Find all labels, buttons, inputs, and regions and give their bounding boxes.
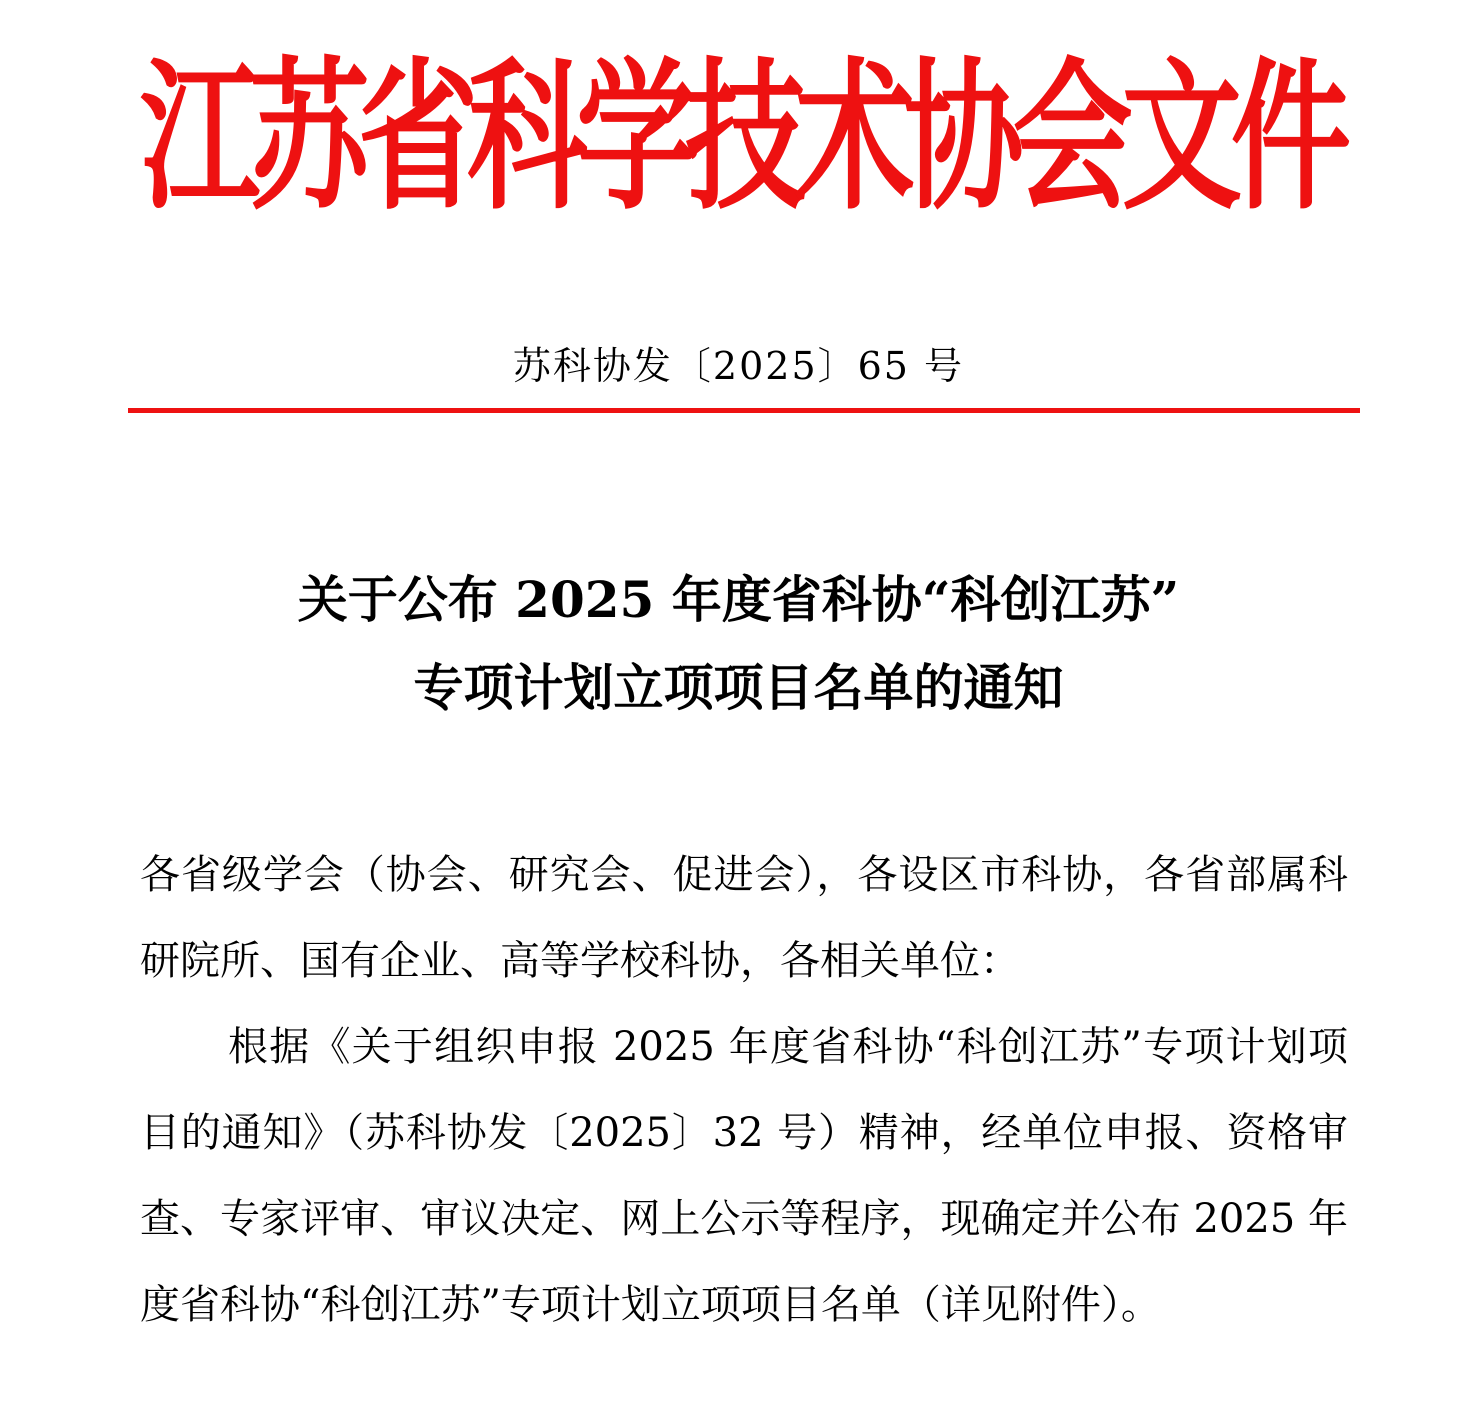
- header-char: 会: [1012, 42, 1133, 233]
- notice-title: [0, 556, 1477, 732]
- body-paragraph: 根据《关于组织申报 2025 年度省科协“科创江苏”专项计划项目的通知》（苏科协发〔2025〕32 号）精神，经单位申报、资格审查、专家评审、审议决定、网上公示等程序，现确定并公布 2025 年度省科协“科创江苏”专项计划立项项目名单（详见附件）。: [140, 1024, 1348, 1328]
- notice-title-line-1: 关于公布 2025 年度省科协“科创江苏”: [297, 570, 1180, 629]
- notice-title-line-2: 专项计划立项项目名单的通知: [413, 658, 1064, 717]
- header-char: 件: [1230, 42, 1351, 233]
- header-char: 苏: [249, 42, 370, 233]
- document-header-title: [140, 42, 1351, 233]
- document-body: [140, 832, 1348, 1348]
- document-number: 苏科协发〔2025〕65 号: [512, 344, 965, 388]
- header-char: 文: [1121, 42, 1242, 233]
- salutation: 各省级学会（协会、研究会、促进会），各设区市科协，各省部属科研院所、国有企业、高等学校科协，各相关单位：: [140, 852, 1348, 984]
- header-char: 技: [685, 42, 806, 233]
- header-char: 江: [140, 42, 260, 233]
- header-char: 术: [794, 42, 915, 233]
- red-divider-rule: [128, 408, 1360, 413]
- header-char: 科: [467, 42, 588, 233]
- header-char: 省: [358, 42, 479, 233]
- header-char: 协: [903, 42, 1024, 233]
- header-char: 学: [576, 42, 697, 233]
